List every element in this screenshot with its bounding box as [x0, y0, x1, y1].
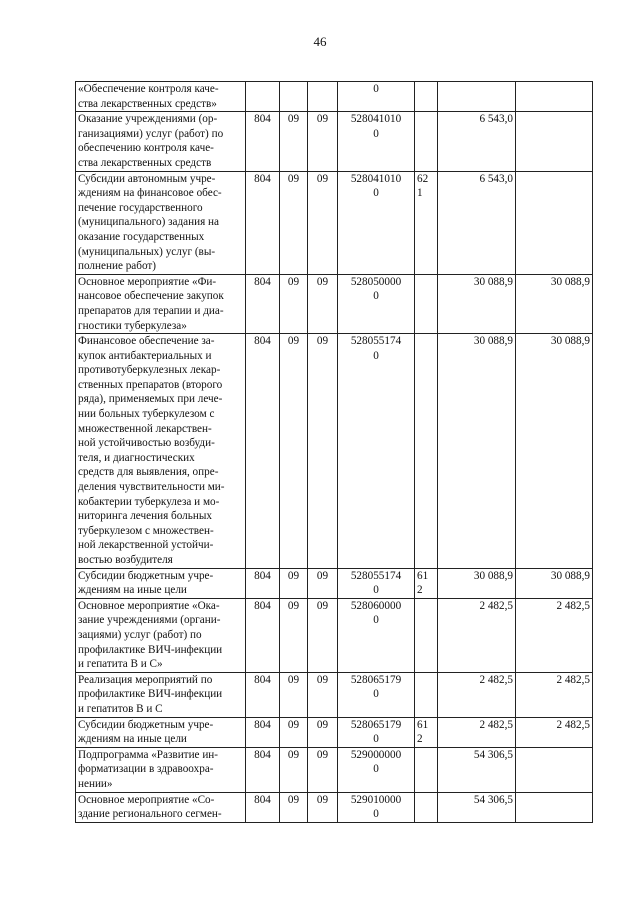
subsection-code-cell: 09	[308, 792, 338, 822]
grbs-code-cell: 804	[246, 274, 280, 333]
table-row	[76, 717, 593, 747]
target-article-cell	[338, 717, 415, 747]
expense-type-cell	[415, 568, 438, 598]
row-name-cell-line: форматизации в здравоохра-	[78, 763, 214, 776]
row-name-cell-line: ждениям на иные цели	[78, 584, 187, 597]
row-name-cell-line: ждениям на иные цели	[78, 733, 187, 746]
expense-type-cell	[415, 82, 438, 112]
row-name-cell-line: деления чувствительности ми-	[78, 481, 225, 494]
expense-type-cell-line: 1	[417, 187, 423, 200]
amount-second-cell	[516, 747, 593, 792]
target-article-cell-line: 528060000	[350, 599, 402, 612]
target-article-cell-line: 529010000	[350, 793, 402, 806]
page-number: 46	[313, 34, 327, 49]
target-article-cell	[338, 334, 415, 569]
table-row	[76, 672, 593, 717]
subsection-code-cell: 09	[308, 598, 338, 672]
row-name-cell	[76, 717, 246, 747]
row-name-cell-line: ства лекарственных средств»	[78, 97, 217, 110]
expense-type-cell	[415, 717, 438, 747]
table-row	[76, 112, 593, 171]
target-article-cell-line: 0	[373, 688, 379, 701]
row-name-cell-line: нении»	[78, 777, 113, 790]
target-article-cell	[338, 274, 415, 333]
target-article-cell	[338, 672, 415, 717]
target-article-cell-line: 529000000	[350, 748, 402, 761]
amount-second-cell	[516, 171, 593, 274]
row-name-cell-line: кобактерии туберкулеза и мо-	[78, 495, 220, 508]
row-name-cell-line: ниторинга лечения больных	[78, 510, 212, 523]
grbs-code-cell: 804	[246, 747, 280, 792]
row-name-cell	[76, 334, 246, 569]
row-name-cell-line: Оказание учреждениями (ор-	[78, 113, 218, 126]
section-code-cell: 09	[280, 717, 308, 747]
target-article-cell-line: 528050000	[350, 275, 402, 288]
row-name-cell-line: Субсидии бюджетным учре-	[78, 718, 214, 731]
row-name-cell-line: оказание государственных	[78, 230, 205, 243]
expense-type-cell-line: 61	[417, 718, 429, 731]
budget-table	[75, 81, 593, 823]
target-article-cell	[338, 112, 415, 171]
grbs-code-cell: 804	[246, 598, 280, 672]
target-article-cell	[338, 747, 415, 792]
row-name-cell-line: ства лекарственных средств	[78, 156, 212, 169]
subsection-code-cell: 09	[308, 112, 338, 171]
row-name-cell-line: (муниципального) задания на	[78, 216, 220, 229]
row-name-cell	[76, 112, 246, 171]
target-article-cell-line: 528041010	[350, 113, 402, 126]
expense-type-cell	[415, 598, 438, 672]
table-row	[76, 274, 593, 333]
target-article-cell	[338, 82, 415, 112]
target-article-cell	[338, 568, 415, 598]
row-name-cell-line: (муниципальных) услуг (вы-	[78, 245, 216, 258]
table-row	[76, 82, 593, 112]
row-name-cell	[76, 82, 246, 112]
row-name-cell-line: Основное мероприятие «Ока-	[78, 599, 220, 612]
row-name-cell-line: Субсидии автономным учре-	[78, 172, 216, 185]
row-name-cell-line: средств для выявления, опре-	[78, 466, 219, 479]
expense-type-cell	[415, 672, 438, 717]
expense-type-cell	[415, 274, 438, 333]
row-name-cell-line: зание учреждениями (органи-	[78, 614, 221, 627]
subsection-code-cell: 09	[308, 747, 338, 792]
row-name-cell-line: и гепатита В и С»	[78, 658, 163, 671]
row-name-cell-line: обеспечению контроля каче-	[78, 142, 214, 155]
subsection-code-cell: 09	[308, 672, 338, 717]
subsection-code-cell: 09	[308, 171, 338, 274]
row-name-cell-line: здание регионального сегмен-	[78, 808, 222, 821]
section-code-cell: 09	[280, 171, 308, 274]
row-name-cell-line: Финансовое обеспечение за-	[78, 335, 215, 348]
section-code-cell: 09	[280, 598, 308, 672]
row-name-cell-line: ганизациями) услуг (работ) по	[78, 127, 224, 140]
target-article-cell-line: 528065179	[350, 718, 402, 731]
target-article-cell-line: 0	[373, 808, 379, 821]
row-name-cell-line: купок антибактериальных и	[78, 349, 212, 362]
row-name-cell	[76, 792, 246, 822]
subsection-code-cell: 09	[308, 717, 338, 747]
amount-second-cell	[516, 82, 593, 112]
subsection-code-cell: 09	[308, 274, 338, 333]
row-name-cell-line: профилактике ВИЧ-инфекции	[78, 688, 223, 701]
row-name-cell	[76, 274, 246, 333]
row-name-cell-line: полнение работ)	[78, 260, 157, 273]
amount-second-cell: 30 088,9	[516, 274, 593, 333]
row-name-cell-line: нии больных туберкулезом с	[78, 408, 215, 421]
expense-type-cell-line: 2	[417, 584, 423, 597]
amount-cell: 30 088,9	[438, 334, 516, 569]
subsection-code-cell	[308, 82, 338, 112]
row-name-cell-line: Реализация мероприятий по	[78, 673, 213, 686]
amount-second-cell	[516, 112, 593, 171]
section-code-cell: 09	[280, 274, 308, 333]
row-name-cell-line: Основное мероприятие «Со-	[78, 793, 215, 806]
amount-cell: 2 482,5	[438, 598, 516, 672]
target-article-cell-line: 0	[373, 83, 379, 95]
row-name-cell-line: противотуберкулезных лекар-	[78, 364, 221, 377]
expense-type-cell-line: 2	[417, 733, 423, 746]
table-row	[76, 334, 593, 569]
target-article-cell-line: 0	[373, 187, 379, 200]
table-row	[76, 792, 593, 822]
row-name-cell-line: зациями) услуг (работ) по	[78, 628, 202, 641]
grbs-code-cell: 804	[246, 334, 280, 569]
target-article-cell-line: 528055174	[350, 335, 402, 348]
target-article-cell-line: 0	[373, 290, 379, 303]
target-article-cell-line: 0	[373, 127, 379, 140]
row-name-cell-line: и гепатитов В и С	[78, 702, 163, 715]
table-row	[76, 747, 593, 792]
row-name-cell	[76, 171, 246, 274]
expense-type-cell	[415, 334, 438, 569]
row-name-cell-line: ной устойчивостью возбуди-	[78, 437, 215, 450]
table-row	[76, 568, 593, 598]
amount-cell: 30 088,9	[438, 274, 516, 333]
row-name-cell-line: препаратов для терапии и диа-	[78, 304, 224, 317]
row-name-cell-line: профилактике ВИЧ-инфекции	[78, 643, 223, 656]
row-name-cell	[76, 672, 246, 717]
grbs-code-cell: 804	[246, 672, 280, 717]
section-code-cell: 09	[280, 672, 308, 717]
row-name-cell	[76, 747, 246, 792]
row-name-cell-line: теля, и диагностических	[78, 451, 195, 464]
grbs-code-cell: 804	[246, 792, 280, 822]
section-code-cell: 09	[280, 792, 308, 822]
amount-cell: 54 306,5	[438, 747, 516, 792]
amount-cell: 6 543,0	[438, 112, 516, 171]
row-name-cell	[76, 568, 246, 598]
row-name-cell-line: нансовое обеспечение закупок	[78, 290, 224, 303]
target-article-cell-line: 528041010	[350, 172, 402, 185]
row-name-cell-line: Субсидии бюджетным учре-	[78, 569, 214, 582]
row-name-cell-line: Подпрограмма «Развитие ин-	[78, 748, 219, 761]
row-name-cell-line: множественной лекарствен-	[78, 422, 212, 435]
expense-type-cell-line: 62	[417, 172, 429, 185]
expense-type-cell	[415, 171, 438, 274]
amount-cell: 2 482,5	[438, 717, 516, 747]
row-name-cell-line: ряда), применяемых при лече-	[78, 393, 223, 406]
subsection-code-cell: 09	[308, 334, 338, 569]
target-article-cell	[338, 171, 415, 274]
row-name-cell-line: востью возбудителя	[78, 554, 173, 566]
target-article-cell	[338, 598, 415, 672]
amount-cell: 2 482,5	[438, 672, 516, 717]
row-name-cell-line: туберкулезом с множествен-	[78, 524, 214, 537]
grbs-code-cell: 804	[246, 171, 280, 274]
row-name-cell-line: ной лекарственной устойчи-	[78, 539, 214, 552]
target-article-cell-line: 0	[373, 584, 379, 597]
amount-cell: 54 306,5	[438, 792, 516, 822]
grbs-code-cell: 804	[246, 568, 280, 598]
table-row	[76, 598, 593, 672]
amount-cell: 6 543,0	[438, 171, 516, 274]
budget-table-body	[76, 82, 593, 823]
expense-type-cell	[415, 792, 438, 822]
grbs-code-cell: 804	[246, 717, 280, 747]
subsection-code-cell: 09	[308, 568, 338, 598]
grbs-code-cell	[246, 82, 280, 112]
row-name-cell	[76, 598, 246, 672]
row-name-cell-line: «Обеспечение контроля каче-	[78, 83, 219, 95]
target-article-cell-line: 0	[373, 763, 379, 776]
row-name-cell-line: ждениям на финансовое обес-	[78, 187, 222, 200]
target-article-cell-line: 528055174	[350, 569, 402, 582]
row-name-cell-line: Основное мероприятие «Фи-	[78, 275, 217, 288]
amount-second-cell: 30 088,9	[516, 334, 593, 569]
target-article-cell	[338, 792, 415, 822]
expense-type-cell	[415, 112, 438, 171]
row-name-cell-line: печение государственного	[78, 201, 203, 214]
target-article-cell-line: 0	[373, 733, 379, 746]
expense-type-cell	[415, 747, 438, 792]
target-article-cell-line: 0	[373, 349, 379, 362]
expense-type-cell-line: 61	[417, 569, 429, 582]
section-code-cell: 09	[280, 747, 308, 792]
section-code-cell	[280, 82, 308, 112]
amount-cell	[438, 82, 516, 112]
row-name-cell-line: гностики туберкулеза»	[78, 319, 187, 332]
grbs-code-cell: 804	[246, 112, 280, 171]
target-article-cell-line: 528065179	[350, 673, 402, 686]
amount-second-cell: 2 482,5	[516, 672, 593, 717]
section-code-cell: 09	[280, 568, 308, 598]
section-code-cell: 09	[280, 112, 308, 171]
section-code-cell: 09	[280, 334, 308, 569]
amount-second-cell: 2 482,5	[516, 717, 593, 747]
amount-cell: 30 088,9	[438, 568, 516, 598]
amount-second-cell: 30 088,9	[516, 568, 593, 598]
table-row	[76, 171, 593, 274]
row-name-cell-line: ственных препаратов (второго	[78, 378, 223, 391]
amount-second-cell	[516, 792, 593, 822]
target-article-cell-line: 0	[373, 614, 379, 627]
amount-second-cell: 2 482,5	[516, 598, 593, 672]
